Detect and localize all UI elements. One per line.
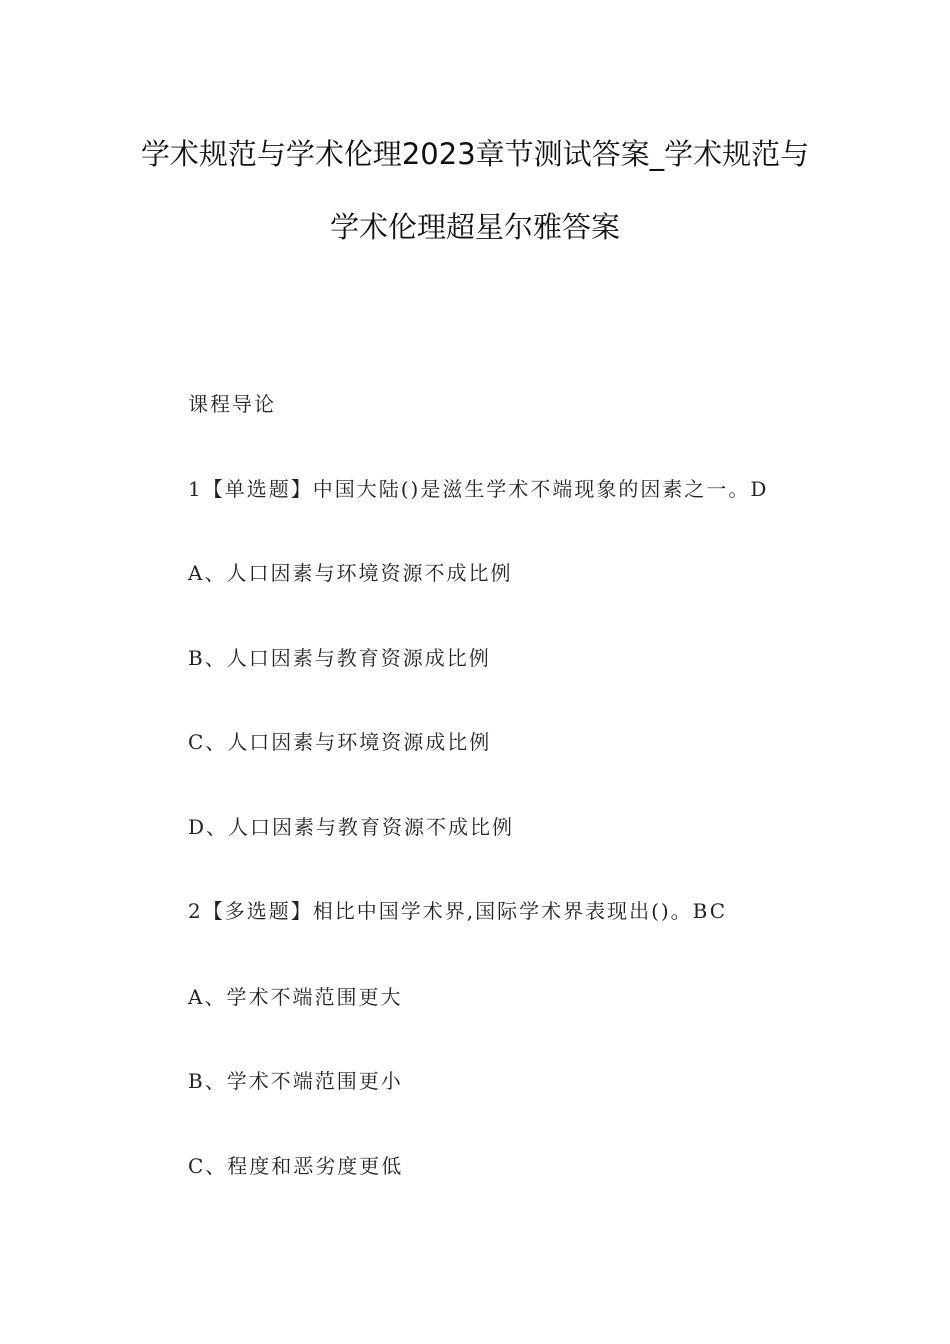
question-1-option-d: D、人口因素与教育资源不成比例 bbox=[188, 815, 515, 839]
question-2-option-b: B、学术不端范围更小 bbox=[188, 1069, 403, 1093]
question-1-option-b: B、人口因素与教育资源成比例 bbox=[188, 646, 491, 670]
document-title-line-2: 学术伦理超星尔雅答案 bbox=[329, 210, 620, 244]
document-title-line-1: 学术规范与学术伦理2023章节测试答案_学术规范与 bbox=[140, 137, 810, 171]
section-heading: 课程导论 bbox=[188, 392, 276, 416]
question-2-option-c: C、程度和恶劣度更低 bbox=[188, 1154, 404, 1178]
question-2-option-a: A、学术不端范围更大 bbox=[188, 985, 403, 1009]
question-1-option-c: C、人口因素与环境资源成比例 bbox=[188, 730, 492, 754]
question-1-option-a: A、人口因素与环境资源不成比例 bbox=[188, 561, 513, 585]
question-1-stem: 1【单选题】中国大陆()是滋生学术不端现象的因素之一。D bbox=[188, 477, 769, 501]
question-2-stem: 2【多选题】相比中国学术界,国际学术界表现出()。BC bbox=[188, 899, 728, 923]
